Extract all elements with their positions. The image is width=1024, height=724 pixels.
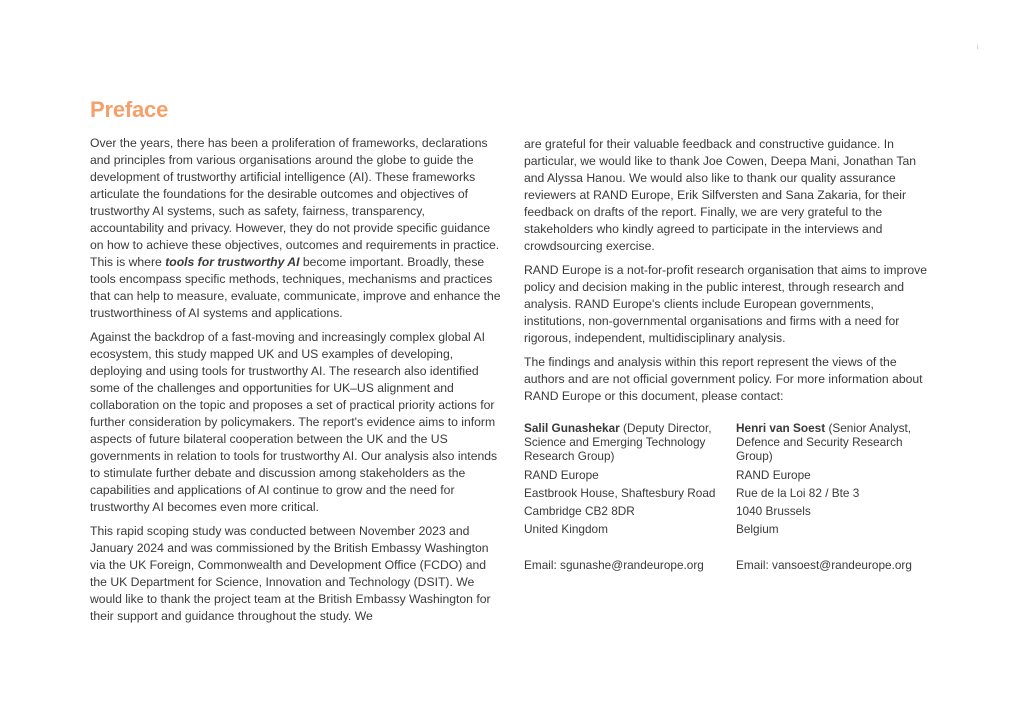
emphasis-tools-for-trustworthy-ai: tools for trustworthy AI: [165, 255, 300, 269]
right-column: [524, 136, 934, 412]
paragraph-study-scope: Against the backdrop of a fast-moving and increasingly complex global AI ecosystem, this study mapped UK and US examples of developing, deploying and using tools for trustworthy AI. The research also identified some of the challenges and opportunities for UK–US alignment and collaboration on the topic and proposes a set of practical priority actions for further consideration by policymakers. The report's evidence aims to inform aspects of future bilateral cooperation between the UK and the US governments in relation to tools for trustworthy AI. Our analysis also intends to stimulate further debate and discussion among stakeholders as the capabilities and applications of AI continue to grow and the need for trustworthy AI becomes even more critical.: [90, 330, 498, 514]
left-column: [90, 135, 502, 632]
contact-card: [524, 421, 729, 574]
paragraph-acknowledgements: are grateful for their valuable feedback and constructive guidance. In particular, we would like to thank Joe Cowen, Deepa Mani, Jonathan Tan and Alyssa Hanou. We would also like to thank our quality assurance reviewers at RAND Europe, Erik Silfversten and Sana Zakaria, for their feedback on drafts of the report. Finally, we are very grateful to the stakeholders who kindly agreed to participate in the interviews and crowdsourcing exercise.: [524, 137, 917, 253]
paragraph-intro-text-start: Over the years, there has been a proliferation of frameworks, declarations and principles from various organisations around the globe to guide the development of trustworthy artificial intelligence (AI). These frameworks articulate the foundations for the desirable outcomes and objectives of trustworthy AI systems, such as safety, fairness, transparency, accountability and privacy. However, they do not provide specific guidance on how to achieve these objectives, outcomes and requirements in practice. This is where: [90, 136, 500, 269]
contact-address-line: Eastbrook House, Shaftesbury Road: [524, 486, 716, 500]
paragraph-intro-text-end: become important. Broadly, these tools encompass specific methods, techniques, mechanisms and practices that can help to measure, evaluate, communicate, improve and enhance the trustworthiness of AI systems and applications.: [90, 255, 501, 320]
contact-card: [736, 421, 941, 574]
contact-heading: [736, 421, 941, 463]
contact-country: Belgium: [736, 522, 779, 536]
contact-address-line: Cambridge CB2 8DR: [524, 504, 635, 518]
contact-country: United Kingdom: [524, 522, 608, 536]
paragraph-commission: This rapid scoping study was conducted between November 2023 and January 2024 and was commissioned by the British Embassy Washington via the UK Foreign, Commonwealth and Development Office (FCDO) and the UK Department for Science, Innovation and Technology (DSIT). We would like to thank the project team at the British Embassy Washington for their support and guidance throughout the study. We: [90, 524, 491, 623]
contact-address-line: 1040 Brussels: [736, 504, 811, 518]
contact-name: Henri van Soest: [736, 421, 826, 435]
contact-address-line: Rue de la Loi 82 / Bte 3: [736, 486, 860, 500]
page-title: Preface: [90, 97, 169, 122]
paragraph-disclaimer: The findings and analysis within this report represent the views of the authors and are not official government policy. For more information about RAND Europe or this document, please contact:: [524, 355, 923, 403]
paragraph-intro: [90, 135, 502, 322]
contact-role: (Deputy Director, Science and Emerging Technology Research Group): [524, 421, 712, 463]
paragraph-rand-europe: RAND Europe is a not-for-profit research organisation that aims to improve policy and decision making in the public interest, through research and analysis. RAND Europe's clients include European governments, institutions, non-governmental organisations and firms with a need for rigorous, independent, multidisciplinary analysis.: [524, 263, 928, 345]
contact-organisation: RAND Europe: [736, 468, 811, 482]
page-number: i: [977, 44, 979, 51]
contact-organisation: RAND Europe: [524, 468, 599, 482]
contact-email[interactable]: Email: vansoest@randeurope.org: [736, 558, 912, 572]
contact-role: (Senior Analyst, Defence and Security Research Group): [736, 421, 912, 463]
contact-heading: [524, 421, 729, 463]
contact-name: Salil Gunashekar: [524, 421, 620, 435]
contact-email[interactable]: Email: sgunashe@randeurope.org: [524, 558, 704, 572]
